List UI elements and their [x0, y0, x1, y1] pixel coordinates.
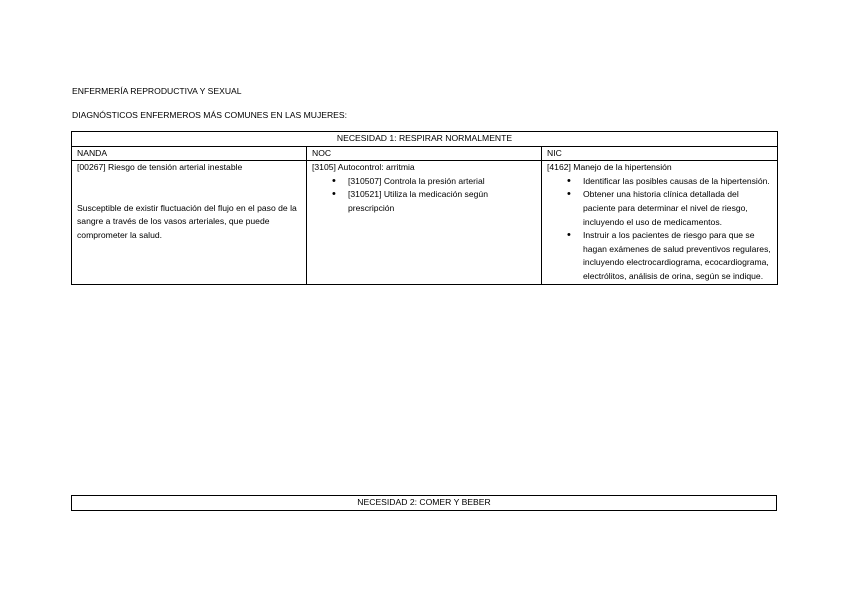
document-subtitle: DIAGNÓSTICOS ENFERMEROS MÁS COMUNES EN LAS MUJERES: [72, 110, 348, 120]
list-item: • [310507] Controla la presión arterial [348, 175, 536, 189]
list-item: • Instruir a los pacientes de riesgo para que se hagan exámenes de salud preventivos regulares, incluyendo electrocardiograma, ecocardiograma, electrólitos, análisis de orina, según se indique. [583, 229, 772, 283]
column-header-nanda: NANDA [72, 146, 307, 161]
nanda-cell [72, 161, 307, 284]
list-item: • Obtener una historia clínica detallada del paciente para determinar el nivel de riesgo, incluyendo el uso de medicamentos. [583, 188, 772, 229]
nanda-description: Susceptible de existir fluctuación del flujo en el paso de la sangre a través de los vasos arteriales, que puede comprometer la salud. [77, 202, 297, 240]
necesidad-1-table [71, 131, 778, 285]
noc-indicator-list [312, 175, 536, 216]
necesidad-2-table [71, 495, 777, 511]
column-header-nic: NIC [542, 146, 778, 161]
nic-activity-list [547, 175, 772, 284]
necesidad-1-title: NECESIDAD 1: RESPIRAR NORMALMENTE [72, 132, 778, 147]
document-title: ENFERMERÍA REPRODUCTIVA Y SEXUAL [72, 86, 242, 96]
list-item: • [310521] Utiliza la medicación según prescripción [348, 188, 536, 215]
noc-label: [3105] Autocontrol: arritmia [312, 162, 415, 173]
nic-cell [542, 161, 778, 284]
noc-cell [307, 161, 542, 284]
list-item: • Identificar las posibles causas de la hipertensión. [583, 175, 772, 189]
column-header-noc: NOC [307, 146, 542, 161]
nic-label: [4162] Manejo de la hipertensión [547, 162, 672, 173]
necesidad-2-title: NECESIDAD 2: COMER Y BEBER [72, 496, 777, 511]
nanda-label: [00267] Riesgo de tensión arterial inestable [77, 162, 243, 173]
